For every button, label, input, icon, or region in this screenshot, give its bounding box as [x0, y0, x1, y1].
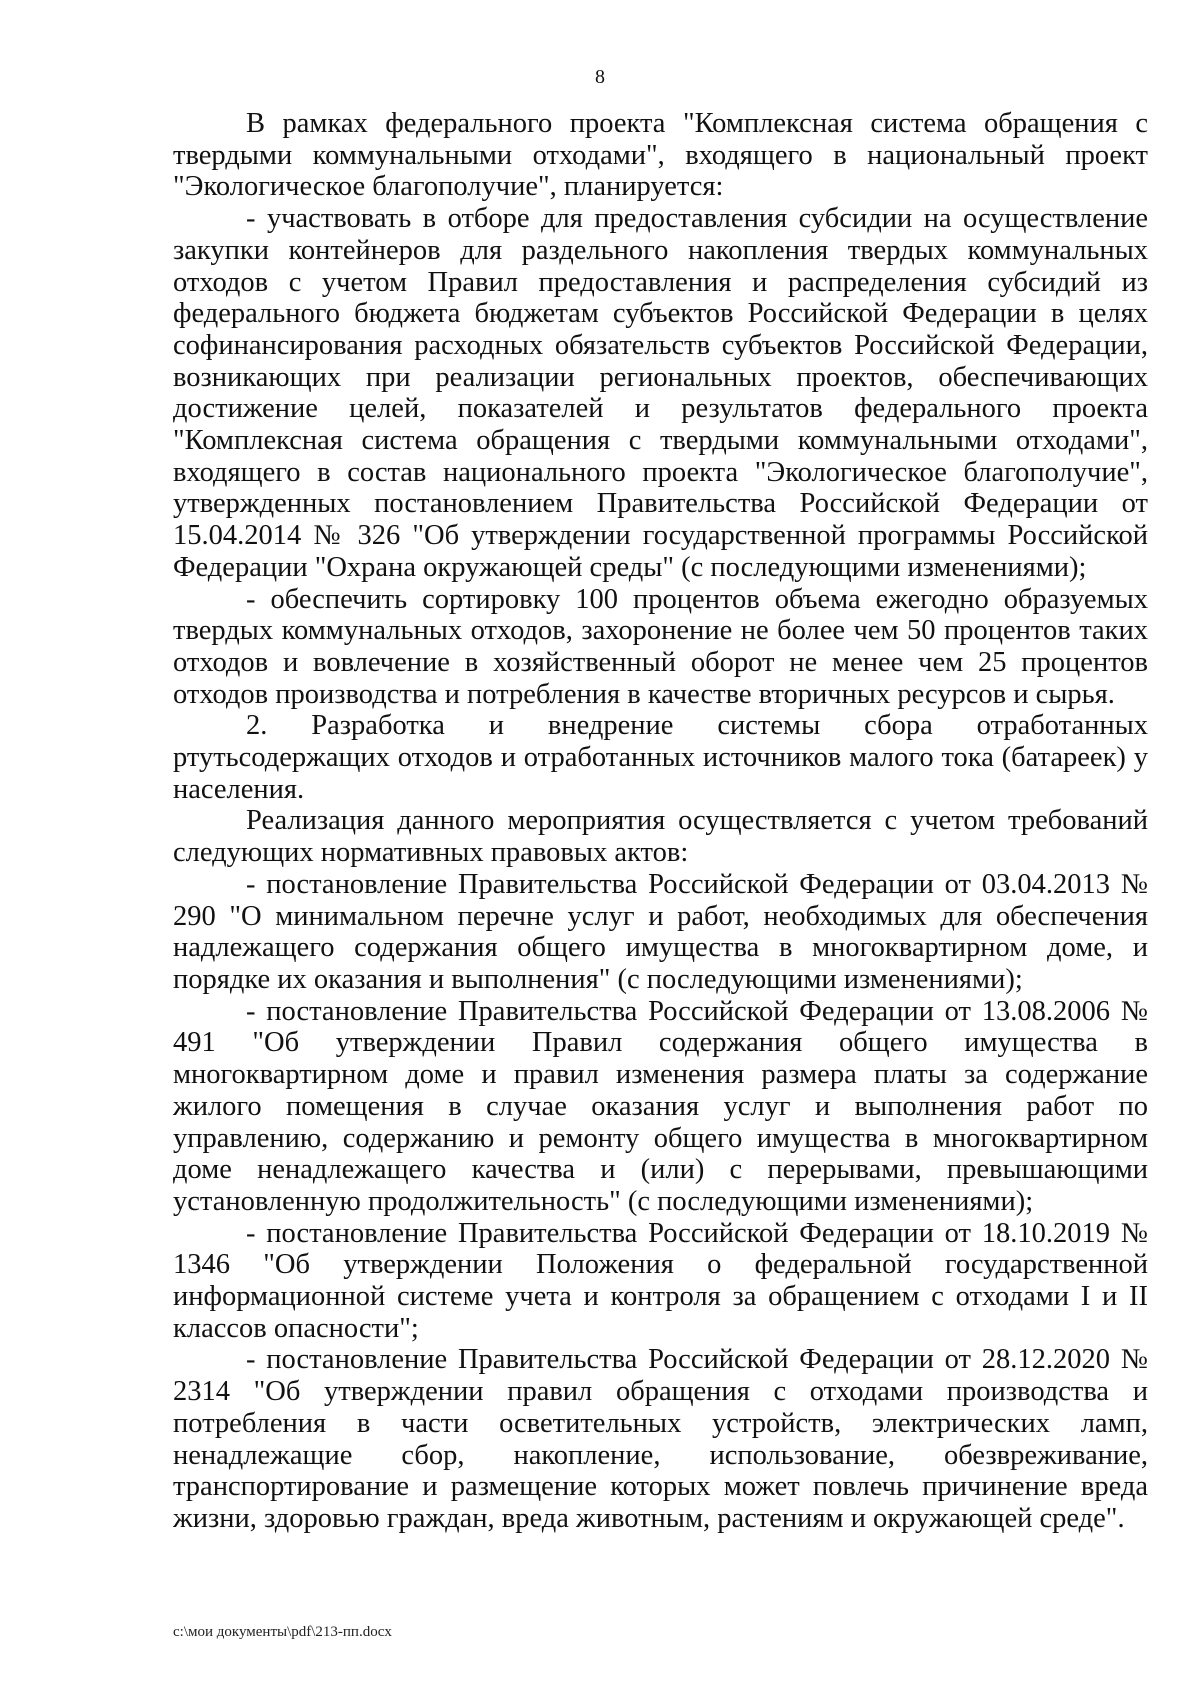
paragraph-mercury-battery-collection: 2. Разработка и внедрение системы сбора отработанных ртутьсодержащих отходов и отработанных источников малого тока (батареек) у населения.: [173, 710, 1148, 805]
paragraph-decree-1346: - постановление Правительства Российской Федерации от 18.10.2019 № 1346 "Об утверждении Положения о федеральной государственной информационной системе учета и контроля за обращением с отходами I и II классов опасности";: [173, 1217, 1148, 1344]
paragraph-decree-290: - постановление Правительства Российской Федерации от 03.04.2013 № 290 "О минимальном перечне услуг и работ, необходимых для обеспечения надлежащего содержания общего имущества в многоквартирном доме, и порядке их оказания и выполнения" (с последующими изменениями);: [173, 868, 1148, 995]
paragraph-regulatory-acts-intro: Реализация данного мероприятия осуществляется с учетом требований следующих нормативных правовых актов:: [173, 805, 1148, 869]
footer-file-path: c:\мои документы\pdf\213-пп.docx: [173, 1624, 392, 1640]
paragraph-subsidy-selection: - участвовать в отборе для предоставления субсидии на осуществление закупки контейнеров для раздельного накопления твердых коммунальных отходов с учетом Правил предоставления и распределения субсидий из федерального бюджета бюджетам субъектов Российской Федерации в целях софинансирования расходных обязательств субъектов Российской Федерации, возникающих при реализации региональных проектов, обеспечивающих достижение целей, показателей и результатов федерального проекта "Комплексная система обращения с твердыми коммунальными отходами", входящего в состав национального проекта "Экологическое благополучие", утвержденных постановлением Правительства Российской Федерации от 15.04.2014 № 326 "Об утверждении государственной программы Российской Федерации "Охрана окружающей среды" (с последующими изменениями);: [173, 203, 1148, 583]
paragraph-decree-2314: - постановление Правительства Российской Федерации от 28.12.2020 № 2314 "Об утверждении правил обращения с отходами производства и потребления в части осветительных устройств, электрических ламп, ненадлежащие сбор, накопление, использование, обезвреживание, транспортирование и размещение которых может повлечь причинение вреда жизни, здоровью граждан, вреда животным, растениям и окружающей среде".: [173, 1344, 1148, 1534]
paragraph-federal-project-intro: В рамках федерального проекта "Комплексная система обращения с твердыми коммунальными отходами", входящего в национальный проект "Экологическое благополучие", планируется:: [173, 108, 1148, 203]
document-body: [173, 108, 1148, 1535]
page-number: 8: [595, 66, 605, 88]
paragraph-decree-491: - постановление Правительства Российской Федерации от 13.08.2006 № 491 "Об утверждении Правил содержания общего имущества в многоквартирном доме и правил изменения размера платы за содержание жилого помещения в случае оказания услуг и выполнения работ по управлению, содержанию и ремонту общего имущества в многоквартирном доме ненадлежащего качества и (или) с перерывами, превышающими установленную продолжительность" (с последующими изменениями);: [173, 995, 1148, 1217]
paragraph-waste-sorting-targets: - обеспечить сортировку 100 процентов объема ежегодно образуемых твердых коммунальных отходов, захоронение не более чем 50 процентов таких отходов и вовлечение в хозяйственный оборот не менее чем 25 процентов отходов производства и потребления в качестве вторичных ресурсов и сырья.: [173, 583, 1148, 710]
